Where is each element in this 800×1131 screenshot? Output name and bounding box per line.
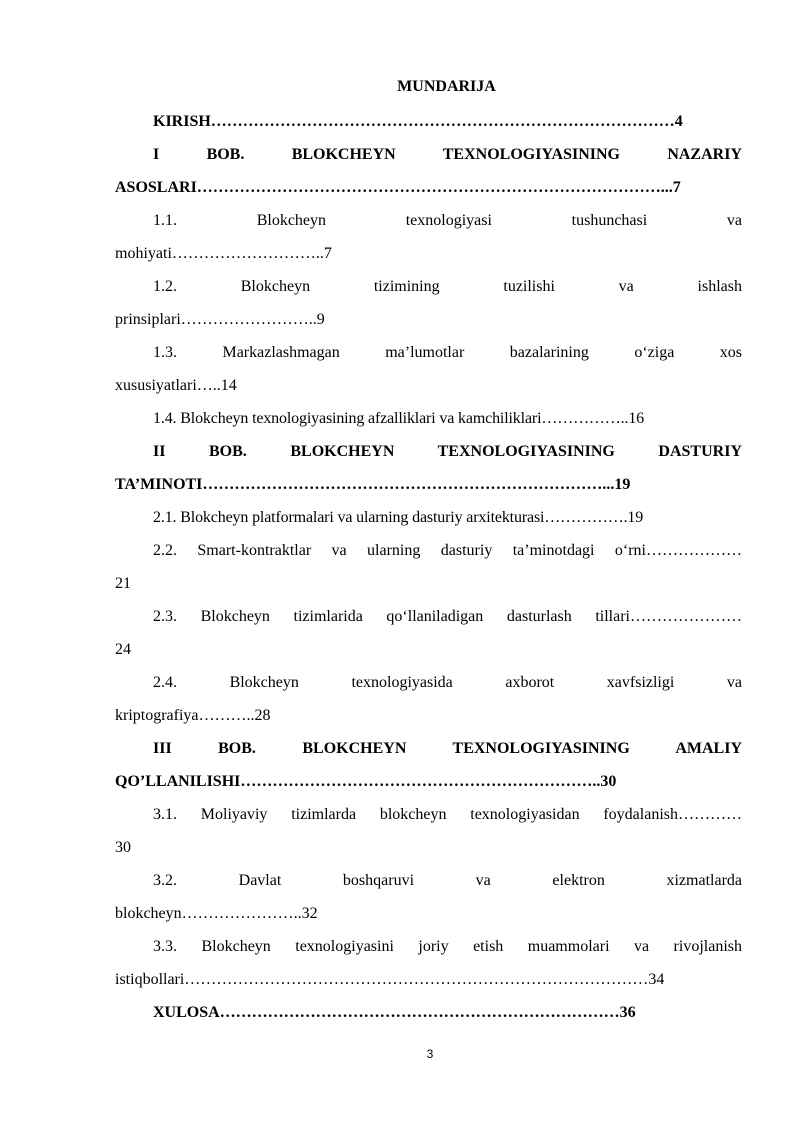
toc-entry-line: prinsiplari……………………..9 bbox=[115, 311, 325, 328]
toc-entry-line: 2.3. Blokcheyn tizimlarida qo‘llaniladigan dasturlash tillari………………… bbox=[153, 608, 742, 625]
toc-entry-line: 3.2. Davlat boshqaruvi va elektron xizmatlarda bbox=[153, 872, 742, 889]
toc-entry-kirish: KIRISH……………………………………………………………………………4 bbox=[153, 113, 683, 130]
toc-entry-2-4 bbox=[115, 666, 742, 732]
toc-entry-line: istiqbollari……………………………………………………………………………34 bbox=[115, 971, 665, 988]
toc-entry-bob-3 bbox=[115, 732, 742, 798]
toc-entry-line: 21 bbox=[115, 575, 131, 592]
toc-entry-2-1: 2.1. Blokcheyn platformalari va ularning dasturiy arxitekturasi…………….19 bbox=[153, 509, 644, 526]
toc-entry-line: 3.1. Moliyaviy tizimlarda blokcheyn texnologiyasidan foydalanish………… bbox=[153, 806, 742, 823]
toc-entry-line: 30 bbox=[115, 839, 131, 856]
toc-entry-line: QO’LLANILISHI…………………………………………………………..30 bbox=[115, 773, 617, 790]
toc-entry-xulosa: XULOSA…………………………………………………………………36 bbox=[153, 1004, 636, 1021]
toc-entry-1-3 bbox=[115, 336, 742, 402]
toc-entry-1-2 bbox=[115, 270, 742, 336]
toc-entry-line: 24 bbox=[115, 641, 131, 658]
table-of-contents bbox=[115, 105, 742, 1029]
toc-entry-bob-1 bbox=[115, 138, 742, 204]
toc-entry-line: I BOB. BLOKCHEYN TEXNOLOGIYASINING NAZARIY bbox=[153, 146, 742, 163]
toc-entry-3-2 bbox=[115, 864, 742, 930]
toc-entry-line: ASOSLARI……………………………………………………………………………...7 bbox=[115, 179, 681, 196]
toc-entry-line: 3.3. Blokcheyn texnologiyasini joriy etish muammolari va rivojlanish bbox=[153, 938, 742, 955]
toc-entry-1-1 bbox=[115, 204, 742, 270]
toc-entry-3-1 bbox=[115, 798, 742, 864]
toc-entry-line: xususiyatlari…..14 bbox=[115, 377, 237, 394]
toc-entry-line: 2.2. Smart-kontraktlar va ularning dasturiy ta’minotdagi o‘rni……………… bbox=[153, 542, 742, 559]
toc-entry-line: TA’MINOTI…………………………………………………………………...19 bbox=[115, 476, 631, 493]
toc-entry-line: mohiyati………………………..7 bbox=[115, 245, 332, 262]
toc-entry-line: blokcheyn…………………..32 bbox=[115, 905, 318, 922]
toc-heading: MUNDARIJA bbox=[397, 78, 496, 95]
toc-entry-line: 1.3. Markazlashmagan ma’lumotlar bazalarining o‘ziga xos bbox=[153, 344, 742, 361]
toc-entry-bob-2 bbox=[115, 435, 742, 501]
toc-entry-line: III BOB. BLOKCHEYN TEXNOLOGIYASINING AMALIY bbox=[153, 740, 742, 757]
toc-entry-line: 2.4. Blokcheyn texnologiyasida axborot xavfsizligi va bbox=[153, 674, 742, 691]
toc-entry-line: 1.1. Blokcheyn texnologiyasi tushunchasi va bbox=[153, 212, 742, 229]
toc-entry-2-3 bbox=[115, 600, 742, 666]
toc-entry-line: II BOB. BLOKCHEYN TEXNOLOGIYASINING DASTURIY bbox=[153, 443, 742, 460]
toc-entry-line: kriptografiya………..28 bbox=[115, 707, 271, 724]
page-number: 3 bbox=[426, 1047, 434, 1061]
toc-entry-line: 1.2. Blokcheyn tizimining tuzilishi va ishlash bbox=[153, 278, 742, 295]
toc-entry-2-2 bbox=[115, 534, 742, 600]
toc-entry-1-4: 1.4. Blokcheyn texnologiyasining afzalliklari va kamchiliklari……………..16 bbox=[153, 410, 645, 427]
toc-entry-3-3 bbox=[115, 930, 742, 996]
